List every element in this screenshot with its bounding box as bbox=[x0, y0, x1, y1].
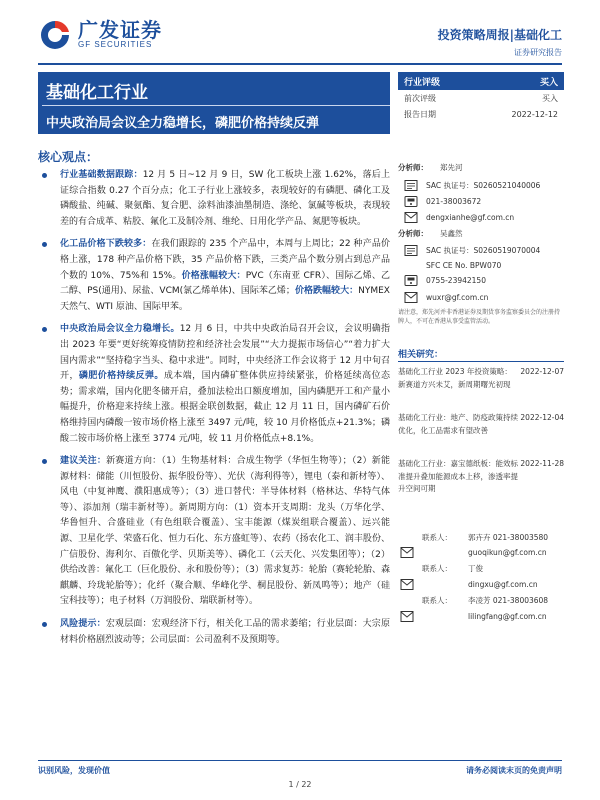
analyst-sac: SAC 执证号：S0260521040006 bbox=[426, 180, 541, 190]
paragraph-text: 新赛道方向：（1）生物基材料：合成生物学（华恒生物等）；（2）新能源材料：储能（川恒股份、振华股份等）、光伏（海利得等），锂电（泰和新材等）、风电（中复神鹰、濮阳惠成等）；（3）进口替代：半导体材料（格林达、华特气体等）、添加剂（瑞丰新材等）。新周期方向：（1）资本开支周期：龙头（万华化学、华鲁恒升、合盛硅业（有色组联合覆盖）、宝丰能源（煤炭组联合覆盖）、远兴能源、卫星化学、荣盛石化、恒力石化、东方盛虹等）、农药（扬农化工、润丰股份、广信股份、海利尔、百傲化学、贝斯美等）、磷化工（云天化、兴发集团等）；（2）供给改善：氟化工（巨化股份、永和股份等）；（3）需求复苏：轮胎（赛轮轮胎、森麒麟、玲珑轮胎等）；化纤（聚合顺、华峰化学、桐昆股份、新凤鸣等）；地产（硅宝科技等）；电子材料（万润股份、瑞联新材等）。 bbox=[60, 456, 390, 607]
headline: 中央政治局会议全力稳增长，磷肥价格持续反弹 bbox=[46, 116, 320, 131]
bullet-icon bbox=[42, 242, 47, 247]
paragraph-lead-2: 价格涨幅较大： bbox=[181, 270, 246, 281]
contact-3-email-row bbox=[398, 609, 564, 623]
rating-value: 买入 bbox=[539, 77, 558, 88]
analyst-label: 分析师： bbox=[398, 228, 428, 238]
paragraph-data-tracking bbox=[38, 168, 390, 230]
paragraph-lead-3: 价格跌幅较大： bbox=[294, 286, 359, 297]
paragraph-text-3: NYMEX 天然气、WTI 原油、国际甲苯。 bbox=[60, 286, 390, 312]
related-item-text[interactable]: 基础化工行业 2023 年投资策略：新赛道方兴未艾，新周期曙光初现 bbox=[398, 367, 512, 389]
core-views-title: 核心观点： bbox=[38, 150, 99, 164]
gf-logo-icon bbox=[38, 18, 72, 52]
banner-divider bbox=[42, 105, 390, 106]
previous-rating-row bbox=[398, 90, 564, 106]
footer-divider bbox=[38, 760, 562, 761]
paragraph-text-2: PVC（东南亚 CFR）、国际乙烯、乙二醇、PS(通用)、尿盐、VCM(氯乙烯单体)、国际苯乙烯； bbox=[60, 270, 390, 297]
analyst-1-phone-row bbox=[398, 194, 564, 208]
paragraph-lead-2: 磷肥价格持续反弹。 bbox=[78, 371, 164, 382]
related-item[interactable] bbox=[398, 412, 564, 437]
contact-email[interactable]: dingxu@gf.com.cn bbox=[468, 579, 538, 589]
paragraph-lead: 建议关注： bbox=[60, 456, 107, 467]
rating-header bbox=[398, 72, 564, 90]
analyst-name: 吴鑫然 bbox=[440, 228, 463, 238]
title-banner bbox=[38, 72, 390, 134]
paragraph-text-2: 成本端，国内磷矿整体供应持续紧张，价格延续高位态势；需求端，国内化肥冬储开启，叠加法检出口额度增加，国内磷肥开工和产量小幅提升，价格迎来持续上涨。根据金联创数据，截止 12 月 11 日，国内磷矿石价格维持国内磷酸一铵市场价格上涨至 3497 元/吨，较 10 月价格低点+21.3%；磷酸二铵市场价格上涨至 3774 元/吨，较 11 月价格低点+8.1%。 bbox=[60, 371, 390, 444]
paragraph-text: 宏观层面：宏观经济下行，相关化工品的需求萎缩；行业层面：大宗原材料价格剧烈波动等；公司层面：公司盈利不及预期等。 bbox=[60, 619, 390, 645]
analyst-phone: 0755-23942150 bbox=[426, 275, 486, 285]
analyst-1-email-row bbox=[398, 210, 564, 224]
email-icon bbox=[400, 547, 414, 558]
related-item[interactable] bbox=[398, 458, 564, 496]
certificate-icon bbox=[404, 245, 418, 256]
rating-box bbox=[398, 72, 564, 122]
analyst-2-phone-row bbox=[398, 273, 564, 287]
certificate-icon bbox=[404, 180, 418, 191]
contact-email[interactable]: lilingfang@gf.com.cn bbox=[468, 611, 547, 621]
email-icon bbox=[400, 579, 414, 590]
related-item-date: 2022-12-04 bbox=[520, 413, 564, 422]
report-label: 证券研究报告 bbox=[514, 48, 562, 57]
related-item-date: 2022-11-28 bbox=[520, 459, 564, 468]
industry-title: 基础化工行业 bbox=[46, 83, 148, 103]
bullet-icon bbox=[42, 327, 47, 332]
report-type: 投资策略周报|基础化工 bbox=[437, 28, 562, 42]
footer-disclaimer: 请务必阅读末页的免责声明 bbox=[466, 766, 562, 775]
related-item[interactable] bbox=[398, 366, 564, 391]
analyst-sfc: SFC CE No. BPW070 bbox=[426, 260, 502, 270]
prev-rating-value: 买入 bbox=[542, 93, 558, 103]
page-number: 1 / 22 bbox=[288, 780, 312, 789]
paragraph-risks bbox=[38, 617, 390, 648]
analyst-email[interactable]: wuxr@gf.com.cn bbox=[426, 292, 489, 302]
footer-slogan: 识别风险，发现价值 bbox=[38, 766, 110, 775]
disclaimer-note: 请注意，郑先河并非香港证券及期货事务监察委员会的注册持牌人，不可在香港从事受监管活动。 bbox=[398, 309, 561, 325]
related-item-date: 2022-12-07 bbox=[520, 367, 564, 376]
contact-label: 联系人： bbox=[422, 563, 452, 573]
contact-label: 联系人： bbox=[422, 595, 452, 605]
paragraph-lead: 化工品价格下跌较多： bbox=[60, 239, 152, 250]
rating-title: 行业评级 bbox=[404, 77, 441, 88]
paragraph-text: 12 月 5 日~12 月 9 日，SW 化工板块上涨 1.62%，落后上证综合指数 0.27 个百分点；化工子行业上涨较多，表现较好的有磷肥、磷化工及磷酸盐、纯碱、聚氨酯、复合肥、涂料油漆油墨制造、涤纶、氯碱等板块，表现较差的有合成革、粘胶、氟化工及制冷剂、维纶、日用化学产品、氮肥等板块。 bbox=[60, 170, 390, 227]
paragraph-price-change bbox=[38, 237, 390, 315]
main-content bbox=[38, 168, 390, 655]
related-item-text[interactable]: 基础化工行业：地产、防疫政策持续优化，化工品需求有望改善 bbox=[398, 413, 518, 435]
contact-1-name-row bbox=[398, 530, 564, 544]
analyst-1-sac-row bbox=[398, 178, 564, 192]
contact-email[interactable]: guoqikun@gf.com.cn bbox=[468, 547, 547, 557]
paragraph-lead: 行业基础数据跟踪： bbox=[60, 170, 143, 180]
contact-name: 郭卉卉 021-38003580 bbox=[468, 532, 549, 542]
analyst-1-name-row bbox=[398, 160, 564, 174]
analyst-name: 郑先河 bbox=[440, 162, 463, 172]
report-date-row bbox=[398, 106, 564, 122]
logo-cn: 广发证券 bbox=[78, 18, 162, 43]
analyst-2-sfc-row bbox=[398, 258, 564, 272]
contact-label: 联系人： bbox=[422, 532, 452, 542]
contact-1-email-row bbox=[398, 545, 564, 559]
prev-rating-label: 前次评级 bbox=[404, 93, 436, 103]
analyst-2-name-row bbox=[398, 226, 564, 240]
contact-3-name-row bbox=[398, 593, 564, 607]
analyst-sac: SAC 执证号：S0260519070004 bbox=[426, 245, 541, 255]
company-logo bbox=[38, 18, 162, 52]
header-divider bbox=[38, 63, 562, 65]
logo-en: GF SECURITIES bbox=[78, 40, 153, 50]
analyst-2-email-row bbox=[398, 290, 564, 304]
bullet-icon bbox=[42, 622, 47, 627]
related-divider bbox=[398, 361, 564, 362]
contact-2-email-row bbox=[398, 577, 564, 591]
paragraph-politburo bbox=[38, 322, 390, 447]
contact-name: 李凌芳 021-38003608 bbox=[468, 595, 549, 605]
paragraph-lead: 中央政治局会议全力稳增长。 bbox=[60, 324, 180, 335]
related-research-title: 相关研究： bbox=[398, 350, 444, 360]
contact-name: 丁俊 bbox=[468, 563, 483, 573]
email-icon bbox=[404, 292, 418, 303]
analyst-phone: 021-38003672 bbox=[426, 196, 482, 206]
email-icon bbox=[404, 212, 418, 223]
analyst-2-sac-row bbox=[398, 243, 564, 257]
report-date-label: 报告日期 bbox=[404, 109, 436, 119]
phone-icon bbox=[404, 196, 418, 207]
contact-2-name-row bbox=[398, 561, 564, 575]
paragraph-text: 在我们跟踪的 235 个产品中，本周与上周比；22 种产品价格上涨，178 种产品价格下跌，35 产品价格下跌，三类产品个数分别占到总产品个数的 10%、75%和 15%。 bbox=[60, 239, 390, 281]
analyst-label: 分析师： bbox=[398, 162, 428, 172]
report-date-value: 2022-12-12 bbox=[511, 109, 558, 119]
phone-icon bbox=[404, 275, 418, 286]
bullet-icon bbox=[42, 173, 47, 178]
email-icon bbox=[400, 611, 414, 622]
related-item-text[interactable]: 基础化工行业：嘉宝德纸板：能效标准提升叠加能源成本上移，渗透率提升空间可期 bbox=[398, 459, 518, 493]
paragraph-recommendations bbox=[38, 454, 390, 610]
paragraph-lead: 风险提示： bbox=[60, 619, 106, 630]
analyst-email[interactable]: dengxianhe@gf.com.cn bbox=[426, 212, 515, 222]
paragraph-text: 12 月 6 日，中共中央政治局召开会议，会议明确指出 2023 年要“更好统筹疫情防控和经济社会发展”“大力提振市场信心”“着力扩大国内需求”“坚持稳字当头、稳中求进”。同时，中央经济工作会议将于 12 月中旬召开， bbox=[60, 324, 390, 382]
bullet-icon bbox=[42, 459, 47, 464]
